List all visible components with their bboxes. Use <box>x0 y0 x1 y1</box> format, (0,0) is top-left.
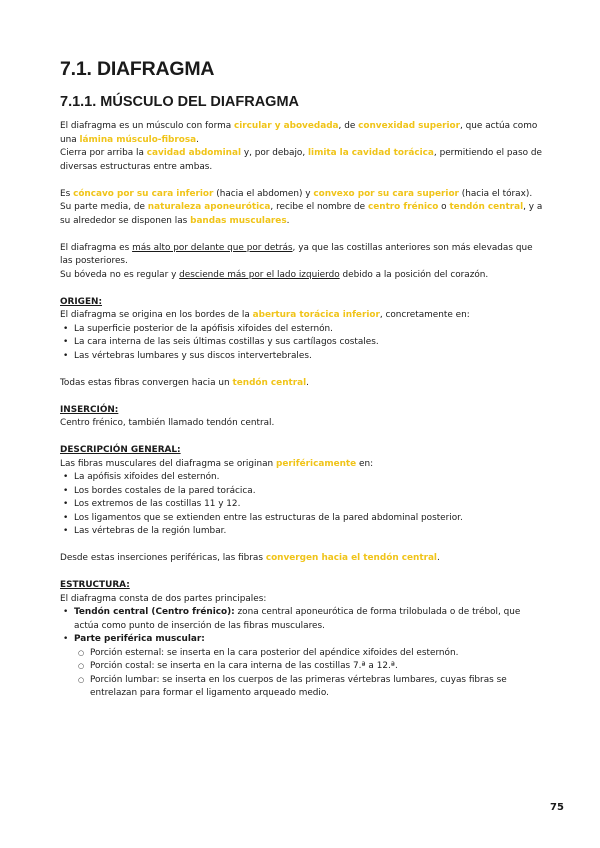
text: y, por debajo, <box>241 148 308 158</box>
text: , y a su alrededor se disponen las <box>60 202 543 226</box>
paragraph-parte-media <box>60 201 546 228</box>
highlight: naturaleza aponeurótica <box>147 202 271 212</box>
descripcion-intro <box>60 458 546 472</box>
paragraph-cierra <box>60 147 546 174</box>
highlight: tendón central <box>232 377 307 388</box>
estructura-list <box>60 606 546 701</box>
document-page <box>60 58 546 701</box>
list-item: • La apófisis xifoides del esternón. <box>60 471 546 485</box>
text: (hacia el tórax). <box>458 188 533 199</box>
highlight: tendón central <box>449 202 524 212</box>
paragraph-intro <box>60 120 546 147</box>
list-item: • La superficie posterior de la apófisis xifoides del esternón. <box>60 323 546 337</box>
underlined-text: desciende más por el lado izquierdo <box>179 269 340 280</box>
highlight: convergen hacia el tendón central <box>265 553 437 563</box>
descripcion-heading: DESCRIPCIÓN GENERAL: <box>60 445 181 455</box>
paragraph-boveda <box>60 269 546 283</box>
text: El diafragma se origina en los bordes de la <box>60 310 253 320</box>
insercion-heading: INSERCIÓN: <box>60 404 119 415</box>
origen-outro <box>60 377 546 391</box>
estructura-sublist <box>74 647 546 701</box>
sublist-item: ○ Porción costal: se inserta en la cara interna de las costillas 7.ª a 12.ª. <box>76 660 546 674</box>
highlight: convexo por su cara superior <box>313 188 459 199</box>
list-item: • Los bordes costales de la pared torácica. <box>60 485 546 499</box>
text: , permitiendo el paso de diversas estructuras entre ambas. <box>60 148 542 172</box>
text: , de <box>338 121 359 131</box>
list-item: • Las vértebras de la región lumbar. <box>60 525 546 539</box>
chapter-title: 7.1. DIAFRAGMA <box>60 58 215 80</box>
descripcion-outro <box>60 552 546 566</box>
text: , concretamente en: <box>379 310 470 320</box>
bold-term: Tendón central (Centro frénico): <box>74 607 235 617</box>
bold-term: Parte periférica muscular: <box>74 634 205 644</box>
text: Su parte media, de <box>60 202 148 212</box>
list-item: • Los extremos de las costillas 11 y 12. <box>60 498 546 512</box>
list-item: • La cara interna de las seis últimas costillas y sus cartílagos costales. <box>60 336 546 350</box>
highlight: abertura torácica inferior <box>252 310 380 320</box>
list-item: • Las vértebras lumbares y sus discos intervertebrales. <box>60 350 546 364</box>
page-number: 75 <box>550 802 564 813</box>
highlight: centro frénico <box>367 202 439 212</box>
text: , recibe el nombre de <box>270 202 368 212</box>
estructura-heading: ESTRUCTURA: <box>60 580 130 590</box>
text: Las fibras musculares del diafragma se originan <box>60 458 276 469</box>
text: Cierra por arriba la <box>60 148 147 158</box>
highlight: convexidad superior <box>358 121 461 131</box>
sublist-item: ○ Porción esternal: se inserta en la cara posterior del apéndice xifoides del esternón. <box>76 647 546 661</box>
text: , que actúa como una <box>60 121 538 145</box>
list-item: • Los ligamentos que se extienden entre las estructuras de la pared abdominal posterior. <box>60 512 546 526</box>
text: . <box>286 215 290 226</box>
text: Todas estas fibras convergen hacia un <box>60 377 233 388</box>
list-item <box>60 633 546 701</box>
estructura-intro: El diafragma consta de dos partes principales: <box>60 593 267 604</box>
highlight: circular y abovedada <box>233 121 339 131</box>
text: . <box>196 134 199 145</box>
text: (hacia el abdomen) y <box>213 188 314 199</box>
origen-heading: ORIGEN: <box>60 296 103 307</box>
highlight: limita la cavidad torácica <box>307 148 434 158</box>
text: , ya que las costillas anteriores son más elevadas que las posteriores. <box>60 242 533 266</box>
text: Desde estas inserciones periféricas, las fibras <box>60 553 266 563</box>
origen-list <box>60 323 546 364</box>
highlight: lámina músculo-fibrosa <box>79 134 197 145</box>
highlight: cavidad abdominal <box>146 148 242 158</box>
section-title: 7.1.1. MÚSCULO DEL DIAFRAGMA <box>60 94 300 110</box>
text: zona central aponeurótica de forma trilobulada o de trébol, que actúa como punto de inserción de las fibras musculares. <box>74 607 521 631</box>
underlined-text: más alto por delante que por detrás <box>132 242 293 253</box>
highlight: cóncavo por su cara inferior <box>73 188 214 199</box>
paragraph-concavo <box>60 188 546 202</box>
list-item <box>60 606 546 633</box>
text: o <box>438 202 450 212</box>
paragraph-altura <box>60 242 546 269</box>
highlight: periféricamente <box>275 458 357 469</box>
text: El diafragma es <box>60 242 133 253</box>
sublist-item: ○ Porción lumbar: se inserta en los cuerpos de las primeras vértebras lumbares, cuyas fibras se entrelazan para formar el ligamento arqueado medio. <box>76 674 546 701</box>
text: en: <box>356 458 374 469</box>
highlight: bandas musculares <box>190 215 287 226</box>
text: debido a la posición del corazón. <box>339 269 489 280</box>
text: . <box>436 553 440 563</box>
text: . <box>306 377 309 388</box>
descripcion-list <box>60 471 546 539</box>
text: Su bóveda no es regular y <box>60 269 180 280</box>
insercion-text: Centro frénico, también llamado tendón central. <box>60 418 275 428</box>
text: El diafragma es un músculo con forma <box>60 121 234 131</box>
origen-intro <box>60 309 546 323</box>
text: Es <box>60 188 74 199</box>
